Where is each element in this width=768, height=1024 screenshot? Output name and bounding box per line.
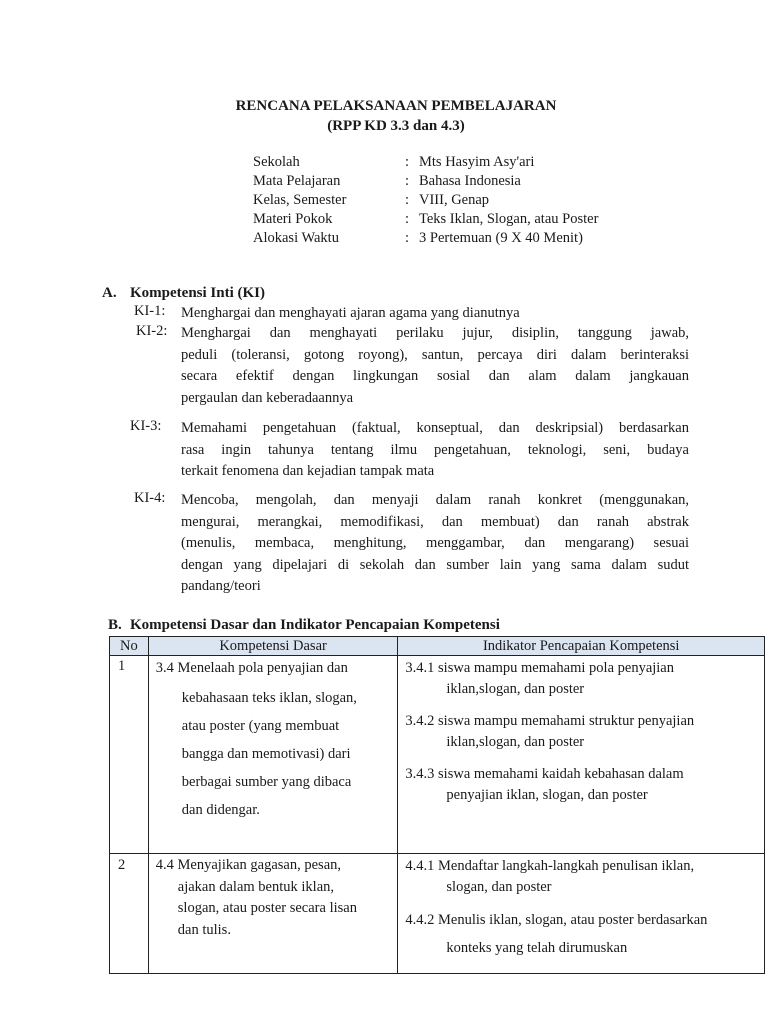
ki-line: peduli (toleransi, gotong royong), santun, percaya diri dalam berinteraksi bbox=[181, 346, 689, 363]
identity-value: Teks Iklan, Slogan, atau Poster bbox=[419, 211, 599, 227]
ki-line: dengan yang dipelajari di sekolah dan sumber lain yang sama dalam sudut bbox=[181, 556, 689, 573]
indicator-list bbox=[398, 854, 764, 962]
indicator-line: 4.4.2 Menulis iklan, slogan, atau poster berdasarkan bbox=[405, 912, 708, 928]
identity-colon: : bbox=[405, 154, 410, 170]
kd-line: dan tulis. bbox=[177, 921, 231, 938]
kd-cell bbox=[148, 656, 398, 854]
indicator-list bbox=[398, 656, 764, 806]
indicator-cell bbox=[398, 656, 765, 854]
identity-row bbox=[253, 153, 598, 172]
indicator-line: 4.4.1 Mendaftar langkah-langkah penulisan iklan, bbox=[405, 858, 695, 874]
ki-text bbox=[181, 323, 689, 409]
kd-line: slogan, atau poster secara lisan bbox=[177, 900, 357, 916]
indicator-item bbox=[405, 711, 760, 753]
kd-line: 3.4 Menelaah pola penyajian dan bbox=[155, 660, 348, 676]
kd-line: kebahasaan teks iklan, slogan, bbox=[181, 690, 357, 706]
section-title: Kompetensi Dasar dan Indikator Pencapaian Kompetensi bbox=[130, 617, 500, 633]
ki-code: KI-4: bbox=[134, 490, 166, 506]
column-header-indicator: Indikator Pencapaian Kompetensi bbox=[398, 637, 765, 656]
indicator-item bbox=[405, 856, 760, 898]
identity-row bbox=[253, 210, 598, 229]
identity-value: VIII, Genap bbox=[419, 192, 490, 208]
identity-value: Mts Hasyim Asy'ari bbox=[419, 154, 535, 170]
ki-text bbox=[181, 303, 689, 325]
ki-line: pandang/teori bbox=[181, 578, 261, 594]
indicator-line: 3.4.1 siswa mampu memahami pola penyajian bbox=[405, 660, 674, 676]
ki-code: KI-2: bbox=[136, 323, 168, 339]
kd-line: ajakan dalam bentuk iklan, bbox=[177, 878, 335, 895]
column-header-kd: Kompetensi Dasar bbox=[148, 637, 398, 656]
indicator-cell bbox=[398, 854, 765, 974]
identity-row bbox=[253, 229, 598, 248]
indicator-line: konteks yang telah dirumuskan bbox=[446, 940, 628, 956]
row-number: 2 bbox=[110, 854, 149, 974]
ki-line: terkait fenomena dan kejadian tampak mata bbox=[181, 463, 435, 479]
indicator-item bbox=[405, 658, 760, 700]
identity-colon: : bbox=[405, 230, 410, 246]
table-row bbox=[110, 854, 765, 974]
row-number: 1 bbox=[110, 656, 149, 854]
indicator-line: iklan,slogan, dan poster bbox=[446, 734, 585, 750]
indicator-item bbox=[405, 764, 760, 806]
ki-line: rasa ingin tahunya tentang ilmu pengetahuan, teknologi, seni, budaya bbox=[181, 441, 689, 458]
indicator-line: iklan,slogan, dan poster bbox=[446, 681, 585, 697]
indicator-item bbox=[405, 906, 760, 962]
identity-colon: : bbox=[405, 192, 410, 208]
identity-label: Sekolah bbox=[253, 154, 300, 170]
kd-text bbox=[149, 656, 398, 824]
ki-line: (menulis, membaca, menghitung, menggambar, dan mengarang) sesuai bbox=[181, 535, 689, 551]
ki-line: secara efektif dengan lingkungan sosial dan alam dalam jangkauan bbox=[181, 368, 689, 384]
ki-code: KI-3: bbox=[130, 418, 162, 434]
ki-line: Mencoba, mengolah, dan menyaji dalam ranah konkret (menggunakan, bbox=[181, 492, 689, 508]
section-letter: A. bbox=[102, 285, 117, 301]
identity-label: Kelas, Semester bbox=[253, 192, 347, 208]
competency-table bbox=[109, 636, 765, 974]
document-subtitle: (RPP KD 3.3 dan 4.3) bbox=[327, 118, 465, 134]
indicator-line: penyajian iklan, slogan, dan poster bbox=[446, 787, 648, 803]
identity-label: Mata Pelajaran bbox=[253, 173, 341, 189]
ki-line: Memahami pengetahuan (faktual, konseptual, dan deskripsial) berdasarkan bbox=[181, 420, 689, 436]
identity-row bbox=[253, 191, 598, 210]
indicator-line: 3.4.2 siswa mampu memahami struktur penyajian bbox=[405, 713, 695, 729]
identity-label: Materi Pokok bbox=[253, 211, 333, 227]
section-a-heading bbox=[102, 285, 265, 302]
ki-line: Menghargai dan menghayati perilaku jujur, disiplin, tanggung jawab, bbox=[181, 325, 689, 341]
kd-line: bangga dan memotivasi) dari bbox=[181, 746, 351, 762]
kd-line: berbagai sumber yang dibaca bbox=[181, 774, 352, 790]
identity-row bbox=[253, 172, 598, 191]
kd-line: dan didengar. bbox=[181, 802, 260, 818]
identity-label: Alokasi Waktu bbox=[253, 230, 339, 246]
identity-colon: : bbox=[405, 211, 410, 227]
table-row bbox=[110, 656, 765, 854]
section-title: Kompetensi Inti (KI) bbox=[130, 285, 265, 301]
column-header-no: No bbox=[110, 637, 149, 656]
indicator-line: slogan, dan poster bbox=[446, 879, 552, 895]
document-title: RENCANA PELAKSANAAN PEMBELAJARAN bbox=[235, 98, 557, 114]
kd-text bbox=[149, 854, 398, 941]
section-b-heading bbox=[108, 617, 500, 634]
ki-line: pergaulan dan keberadaannya bbox=[181, 389, 354, 406]
identity-value: 3 Pertemuan (9 X 40 Menit) bbox=[419, 230, 583, 246]
identity-block bbox=[253, 153, 598, 248]
section-letter: B. bbox=[108, 617, 122, 633]
table-header-row bbox=[110, 637, 765, 656]
ki-line: Menghargai dan menghayati ajaran agama yang dianutnya bbox=[181, 305, 520, 321]
ki-code: KI-1: bbox=[134, 303, 166, 319]
indicator-line: 3.4.3 siswa memahami kaidah kebahasan dalam bbox=[405, 766, 684, 782]
identity-colon: : bbox=[405, 173, 410, 189]
ki-text bbox=[181, 418, 689, 483]
ki-text bbox=[181, 490, 689, 598]
kd-line: 4.4 Menyajikan gagasan, pesan, bbox=[155, 857, 342, 873]
kd-line: atau poster (yang membuat bbox=[181, 718, 340, 734]
kd-cell bbox=[148, 854, 398, 974]
identity-value: Bahasa Indonesia bbox=[419, 173, 521, 189]
ki-line: mengurai, merangkai, memodifikasi, dan membuat) dan ranah abstrak bbox=[181, 513, 689, 530]
